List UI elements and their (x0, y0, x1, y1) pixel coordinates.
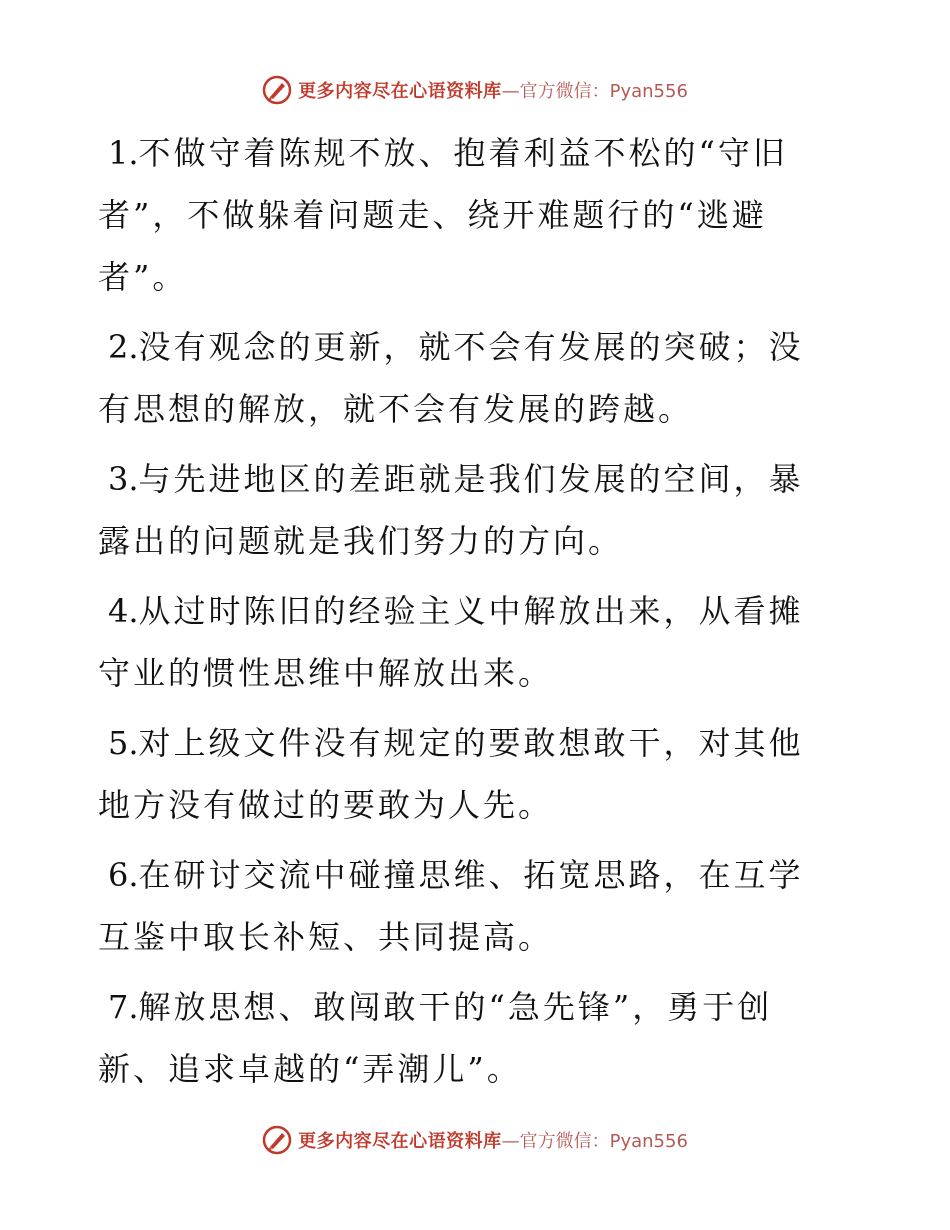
item-number: 2. (108, 328, 139, 366)
list-item (98, 580, 833, 704)
banner-title: 更多内容尽在心语资料库 (298, 81, 502, 102)
list-item (98, 976, 833, 1100)
item-text: 解放思想、敢闯敢干的“急先锋”，勇于创新、追求卓越的“弄潮儿”。 (98, 988, 773, 1088)
banner-wechat: —官方微信：Pyan556 (501, 81, 688, 102)
footer-banner (0, 1123, 950, 1157)
list-item (98, 122, 833, 308)
item-text: 不做守着陈规不放、抱着利益不松的“守旧者”，不做躲着问题走、绕开难题行的“逃避者”。 (98, 134, 788, 296)
list-item (98, 844, 833, 968)
header-banner (0, 73, 950, 107)
list-item (98, 448, 833, 572)
item-text: 没有观念的更新，就不会有发展的突破；没有思想的解放，就不会有发展的跨越。 (98, 328, 804, 428)
list-item (98, 316, 833, 440)
document-body (98, 122, 833, 1108)
item-number: 4. (108, 592, 139, 630)
item-text: 从过时陈旧的经验主义中解放出来，从看摊守业的惯性思维中解放出来。 (98, 592, 804, 692)
quill-pen-icon (262, 1125, 292, 1155)
item-number: 6. (108, 856, 139, 894)
banner-wechat: —官方微信：Pyan556 (501, 1131, 688, 1152)
item-text: 对上级文件没有规定的要敢想敢干，对其他地方没有做过的要敢为人先。 (98, 724, 804, 824)
item-number: 3. (108, 460, 139, 498)
item-text: 与先进地区的差距就是我们发展的空间，暴露出的问题就是我们努力的方向。 (98, 460, 804, 560)
item-number: 1. (108, 134, 139, 172)
item-text: 在研讨交流中碰撞思维、拓宽思路，在互学互鉴中取长补短、共同提高。 (98, 856, 804, 956)
item-number: 5. (108, 724, 139, 762)
item-number: 7. (108, 988, 139, 1026)
banner-title: 更多内容尽在心语资料库 (298, 1131, 502, 1152)
quill-pen-icon (262, 75, 292, 105)
list-item (98, 712, 833, 836)
